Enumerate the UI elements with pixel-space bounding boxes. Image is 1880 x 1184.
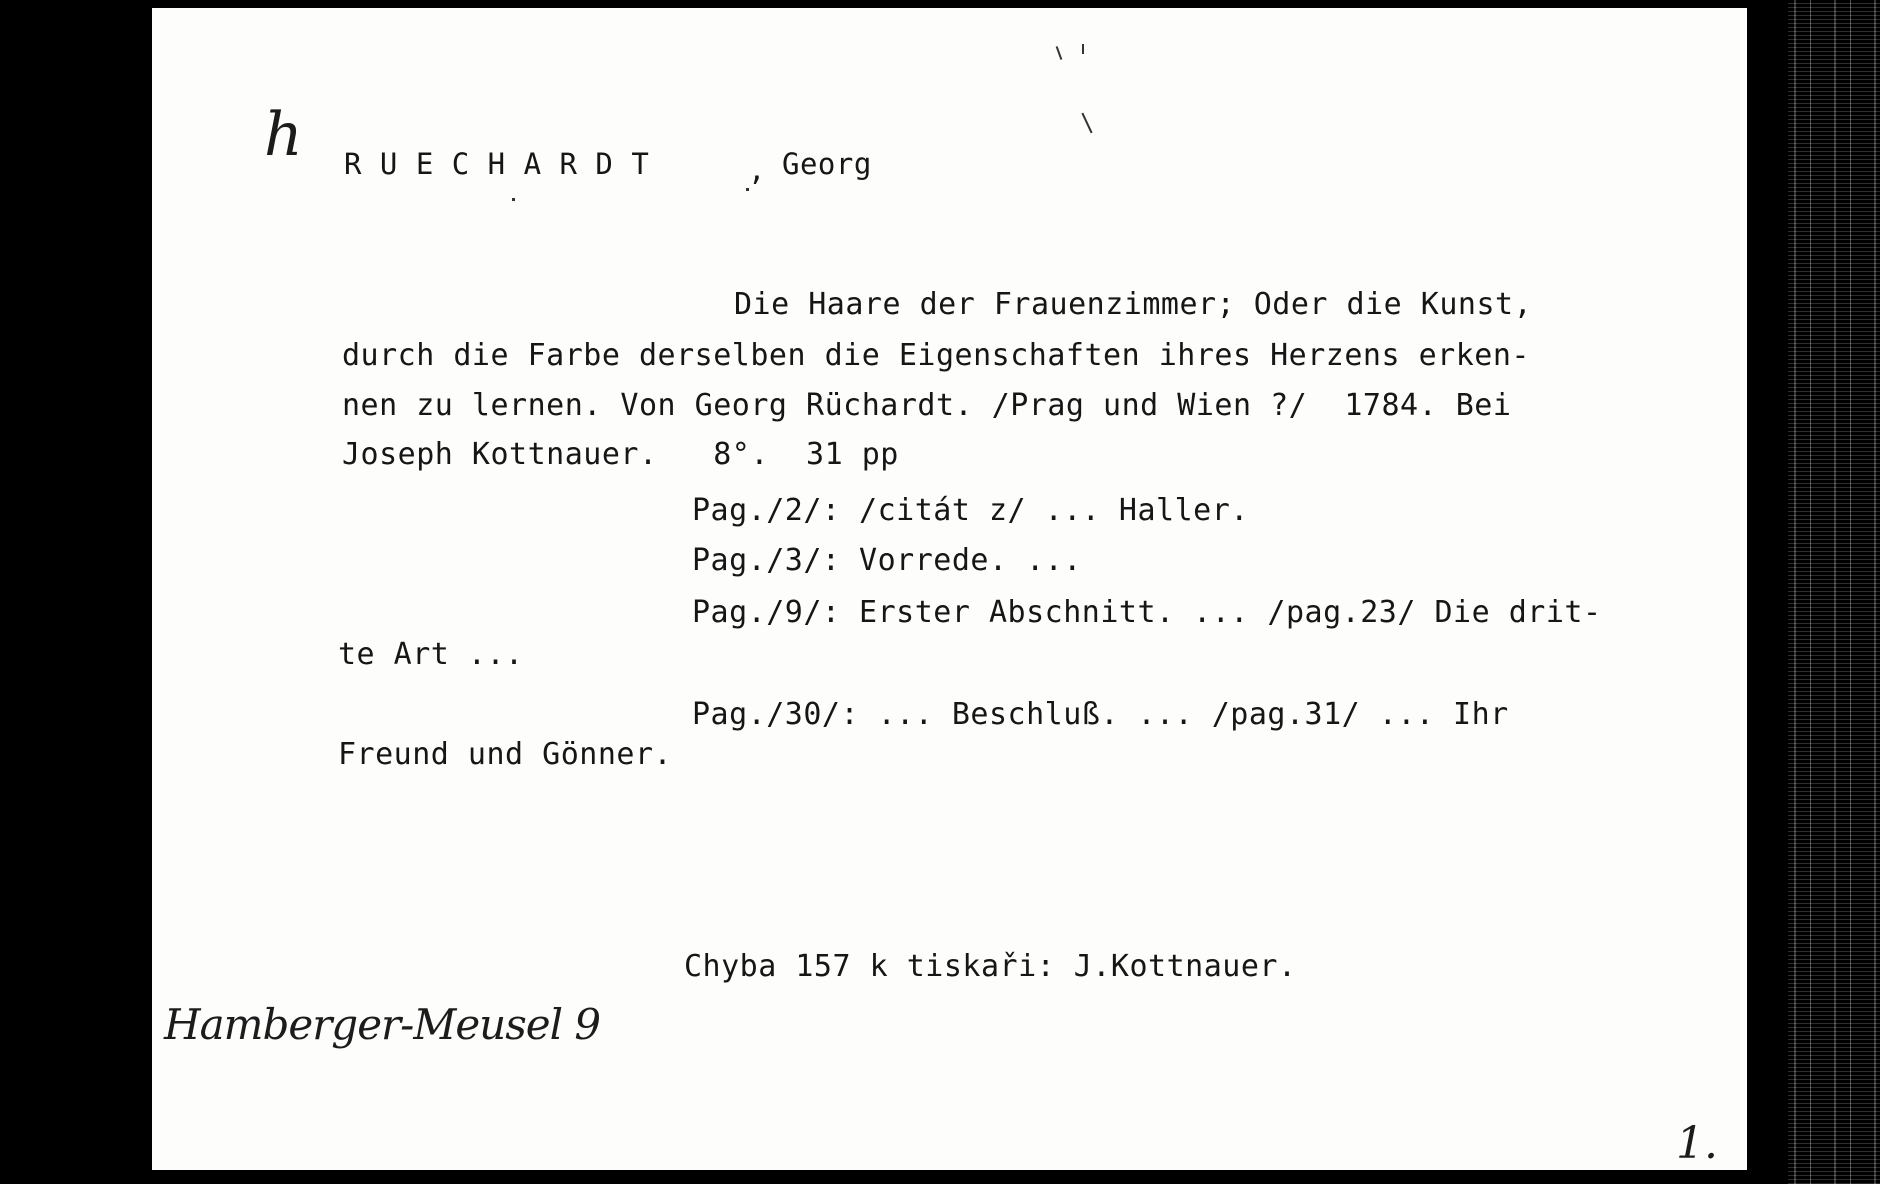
title-line: Die Haare der Frauenzimmer; Oder die Kunst, (734, 287, 1533, 322)
speck (512, 198, 515, 201)
contents-line: Pag./2/: /citát z/ ... Haller. (692, 493, 1249, 528)
handwritten-reference: Hamberger-Meusel 9 (164, 1000, 601, 1049)
contents-line: Pag./9/: Erster Abschnitt. ... /pag.23/ Die drit- (692, 595, 1602, 630)
scan-left-margin (0, 0, 152, 1184)
printer-error-note: Chyba 157 k tiskaři: J.Kottnauer. (684, 949, 1297, 984)
scan-edge-strip (1788, 0, 1880, 1184)
handwritten-mark: h (264, 100, 303, 170)
speck (1082, 44, 1084, 54)
handwritten-card-number: 1. (1676, 1118, 1718, 1169)
speck (1081, 113, 1092, 134)
speck (1056, 46, 1063, 60)
title-line: Joseph Kottnauer. 8°. 31 pp (342, 437, 899, 472)
author-surname: R U E C H A R D T (344, 147, 650, 181)
contents-line: Pag./30/: ... Beschluß. ... /pag.31/ ... Ihr (692, 697, 1509, 732)
title-line: durch die Farbe derselben die Eigenschaften ihres Herzens erken- (342, 338, 1530, 373)
author-given-name: Georg (782, 147, 872, 181)
contents-line: te Art ... (338, 637, 524, 672)
contents-line: Pag./3/: Vorrede. ... (692, 543, 1082, 578)
speck (746, 188, 749, 191)
author-separator: , (748, 153, 766, 187)
title-line: nen zu lernen. Von Georg Rüchardt. /Prag und Wien ?/ 1784. Bei (342, 388, 1512, 423)
catalog-card (152, 8, 1747, 1170)
contents-line: Freund und Gönner. (338, 737, 673, 772)
